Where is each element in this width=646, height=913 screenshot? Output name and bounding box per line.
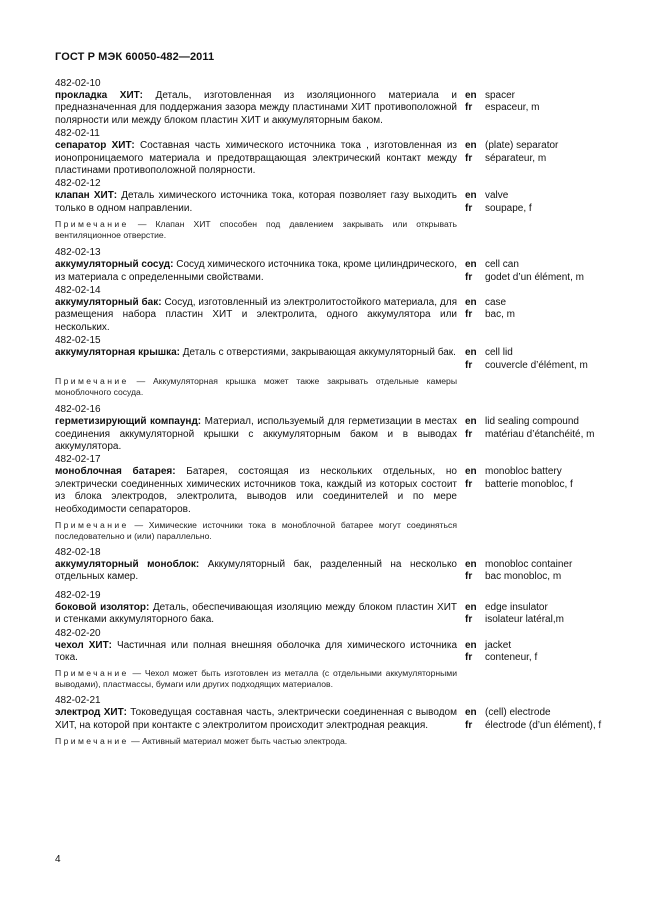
term-definition [55, 640, 457, 665]
translations [465, 190, 603, 215]
translation-en [465, 140, 603, 152]
definition-text: Материал, используемый для герметизации в местах соединения аккумуляторной крышки с аккумуляторным баком и в выводах аккумулятора. [55, 416, 457, 452]
term-name: сепаратор ХИТ: [55, 140, 135, 152]
translation-text: edge insulator [485, 601, 548, 613]
term-number: 482-02-14 [55, 285, 101, 297]
term-note [55, 219, 457, 241]
term-entry [55, 128, 607, 177]
term-number: 482-02-13 [55, 247, 101, 259]
term-number: 482-02-20 [55, 627, 101, 639]
term-number: 482-02-10 [55, 78, 101, 89]
translation-en [465, 559, 603, 571]
language-code: fr [465, 309, 473, 321]
translation-text: espaceur, m [485, 102, 540, 114]
translation-en [465, 190, 603, 202]
page-number: 4 [55, 854, 61, 865]
term-entry [55, 454, 607, 542]
note-text: — Чехол может быть изготовлен из металла (с отдельными аккумуляторными выводами), пластмассы, бумаги или других подходящих материалов. [55, 668, 457, 690]
term-entry [55, 628, 607, 691]
translation-en [465, 602, 603, 614]
document-header: ГОСТ Р МЭК 60050-482—2011 [55, 51, 215, 63]
translation-fr [465, 309, 603, 321]
term-entry [55, 590, 607, 627]
term-number: 482-02-18 [55, 546, 101, 558]
language-code: fr [465, 271, 473, 283]
translation-text: valve [485, 190, 509, 202]
translation-text: (cell) electrode [485, 707, 551, 719]
language-code: en [465, 466, 477, 478]
translation-text: matériau d’étanchéité, m [485, 428, 595, 440]
language-code: en [465, 190, 477, 202]
translation-en [465, 347, 603, 359]
translation-fr [465, 153, 603, 165]
translation-text: godet d’un élément, m [485, 271, 584, 283]
term-definition [55, 297, 457, 334]
definition-text: Деталь химического источника тока, которая позволяет газу выходить только в одном направлении. [55, 190, 457, 214]
translation-text: batterie monobloc, f [485, 478, 573, 490]
translations [465, 297, 603, 334]
note-label: Примечание [55, 519, 129, 530]
term-definition [55, 140, 457, 177]
translation-fr [465, 614, 603, 626]
definition-text: Сосуд химического источника тока, кроме цилиндрического, из материала с определенными свойствами. [55, 259, 457, 283]
definition-text: Частичная или полная внешняя оболочка для химического источника тока. [55, 639, 458, 663]
term-entry [55, 547, 607, 584]
term-number: 482-02-11 [55, 128, 100, 140]
term-number: 482-02-19 [55, 589, 101, 601]
language-code: en [465, 558, 477, 570]
term-entry [55, 285, 607, 334]
translation-text: bac monobloc, m [485, 571, 562, 583]
language-code: en [465, 639, 477, 651]
language-code: fr [465, 571, 473, 583]
translation-fr [465, 429, 603, 441]
term-name: аккумуляторная крышка: [55, 347, 180, 359]
term-name: клапан ХИТ: [55, 190, 118, 202]
language-code: en [465, 601, 477, 613]
translations [465, 559, 603, 584]
language-code: en [465, 259, 477, 271]
translation-en [465, 707, 603, 719]
translation-fr [465, 571, 603, 583]
language-code: fr [465, 359, 473, 371]
language-code: en [465, 90, 477, 101]
translations [465, 602, 603, 627]
translations [465, 707, 603, 732]
translation-text: lid sealing compound [485, 416, 579, 428]
definition-text: Сосуд, изготовленный из электролитостойкого материала, для размещения набора пластин ХИТ и электролита, одного аккумулятора или нескольких. [55, 297, 457, 333]
translations [465, 90, 603, 127]
language-code: en [465, 140, 477, 152]
term-entry [55, 404, 607, 453]
note-text: — Аккумуляторная крышка может также закрывать отдельные камеры моноблочного сосуда. [55, 376, 457, 398]
term-definition [55, 190, 457, 215]
translation-text: cell lid [485, 347, 513, 359]
note-label: Примечание [55, 219, 129, 230]
term-entry [55, 247, 607, 284]
translation-text: couvercle d’élément, m [485, 359, 588, 371]
translations [465, 347, 603, 372]
translation-fr [465, 360, 603, 372]
translation-text: monobloc battery [485, 466, 562, 478]
translation-text: séparateur, m [485, 152, 547, 164]
translation-text: (plate) separator [485, 140, 559, 152]
translation-text: monobloc container [485, 558, 573, 570]
definition-text: Батарея, состоящая из нескольких отдельных, но электрически соединенных химических источников тока, каждый из которых состоит из блока электродов, электролита, выводов или соединителей и по мере необходимости сепараторов. [55, 466, 457, 515]
term-name: аккумуляторный бак: [55, 297, 162, 309]
translation-text: conteneur, f [485, 651, 538, 663]
term-name: боковой изолятор: [55, 601, 150, 613]
note-text: — Клапан ХИТ способен под давлением закрывать или открывать вентиляционное отверстие. [55, 219, 457, 241]
language-code: fr [465, 102, 473, 114]
language-code: en [465, 297, 477, 309]
translations [465, 259, 603, 284]
translation-fr [465, 479, 603, 491]
term-name: аккумуляторный моноблок: [55, 558, 200, 570]
term-definition [55, 416, 457, 453]
term-note [55, 376, 457, 398]
translation-text: cell can [485, 259, 519, 271]
language-code: fr [465, 428, 473, 440]
translations [465, 640, 603, 665]
term-name: герметизирующий компаунд: [55, 416, 202, 428]
translations [465, 140, 603, 177]
definition-text: Токоведущая составная часть, электрически соединенная с выводом ХИТ, на которой при контакте с электролитом происходит электродная реакция. [55, 707, 457, 731]
language-code: fr [465, 152, 473, 164]
definition-text: Деталь, обеспечивающая изоляцию между блоком пластин ХИТ и стенками аккумуляторного бака. [55, 601, 457, 626]
translation-text: électrode (d’un élément), f [485, 719, 602, 731]
note-label: Примечание [55, 376, 129, 387]
term-definition [55, 707, 457, 732]
definition-text: Составная часть химического источника тока , изготовленная из ионопроницаемого материала и предотвращающая электрический контакт между пластинами противоположной полярности. [55, 140, 457, 177]
terms-list [55, 78, 607, 752]
translation-en [465, 297, 603, 309]
translation-fr [465, 272, 603, 284]
term-entry [55, 178, 607, 241]
translation-text: bac, m [485, 309, 516, 321]
term-name: электрод ХИТ: [55, 707, 127, 719]
translation-en [465, 90, 603, 102]
term-number: 482-02-12 [55, 178, 101, 190]
definition-text: Аккумуляторный бак, разделенный на несколько отдельных камер. [55, 558, 457, 583]
language-code: en [465, 416, 477, 428]
language-code: fr [465, 202, 473, 214]
translation-fr [465, 203, 603, 215]
definition-text: Деталь, изготовленная из изоляционного материала и предназначенная для поддержания зазора между пластинами ХИТ противоположной полярности или между блоком пластин ХИТ и аккумуляторным баком. [55, 90, 458, 126]
translation-text: spacer [485, 90, 516, 101]
language-code: fr [465, 651, 473, 663]
translation-en [465, 416, 603, 428]
translation-text: case [485, 297, 507, 309]
term-entry [55, 335, 607, 398]
translation-fr [465, 652, 603, 664]
term-entry [55, 78, 607, 127]
term-definition [55, 559, 457, 584]
term-note [55, 736, 457, 747]
translations [465, 466, 603, 516]
language-code: fr [465, 614, 473, 626]
translation-fr [465, 720, 603, 732]
note-text: — Химические источники тока в моноблочной батарее могут соединяться последовательно и (или) параллельно. [55, 519, 457, 541]
translation-en [465, 466, 603, 478]
note-label: Примечание [55, 736, 129, 747]
term-name: прокладка ХИТ: [55, 90, 143, 101]
term-number: 482-02-21 [55, 695, 101, 707]
translations [465, 416, 603, 453]
term-number: 482-02-15 [55, 335, 101, 347]
term-definition [55, 90, 457, 127]
term-name: аккумуляторный сосуд: [55, 259, 174, 271]
term-definition [55, 602, 457, 627]
translation-text: jacket [485, 639, 512, 651]
note-label: Примечание [55, 668, 129, 679]
definition-text: Деталь с отверстиями, закрывающая аккумуляторный бак. [179, 347, 456, 359]
translation-text: soupape, f [485, 202, 532, 214]
translation-en [465, 640, 603, 652]
term-entry [55, 695, 607, 747]
term-definition [55, 466, 457, 516]
term-number: 482-02-17 [55, 454, 101, 466]
translation-fr [465, 102, 603, 114]
language-code: fr [465, 478, 473, 490]
term-definition [55, 347, 457, 372]
term-name: чехол ХИТ: [55, 639, 112, 651]
note-text: — Активный материал может быть частью электрода. [128, 736, 348, 747]
translation-text: isolateur latéral,m [485, 614, 564, 626]
term-name: моноблочная батарея: [55, 466, 176, 478]
term-definition [55, 259, 457, 284]
term-number: 482-02-16 [55, 404, 101, 416]
language-code: fr [465, 719, 473, 731]
language-code: en [465, 347, 477, 359]
term-note [55, 520, 457, 542]
translation-en [465, 259, 603, 271]
language-code: en [465, 707, 477, 719]
term-note [55, 668, 457, 690]
